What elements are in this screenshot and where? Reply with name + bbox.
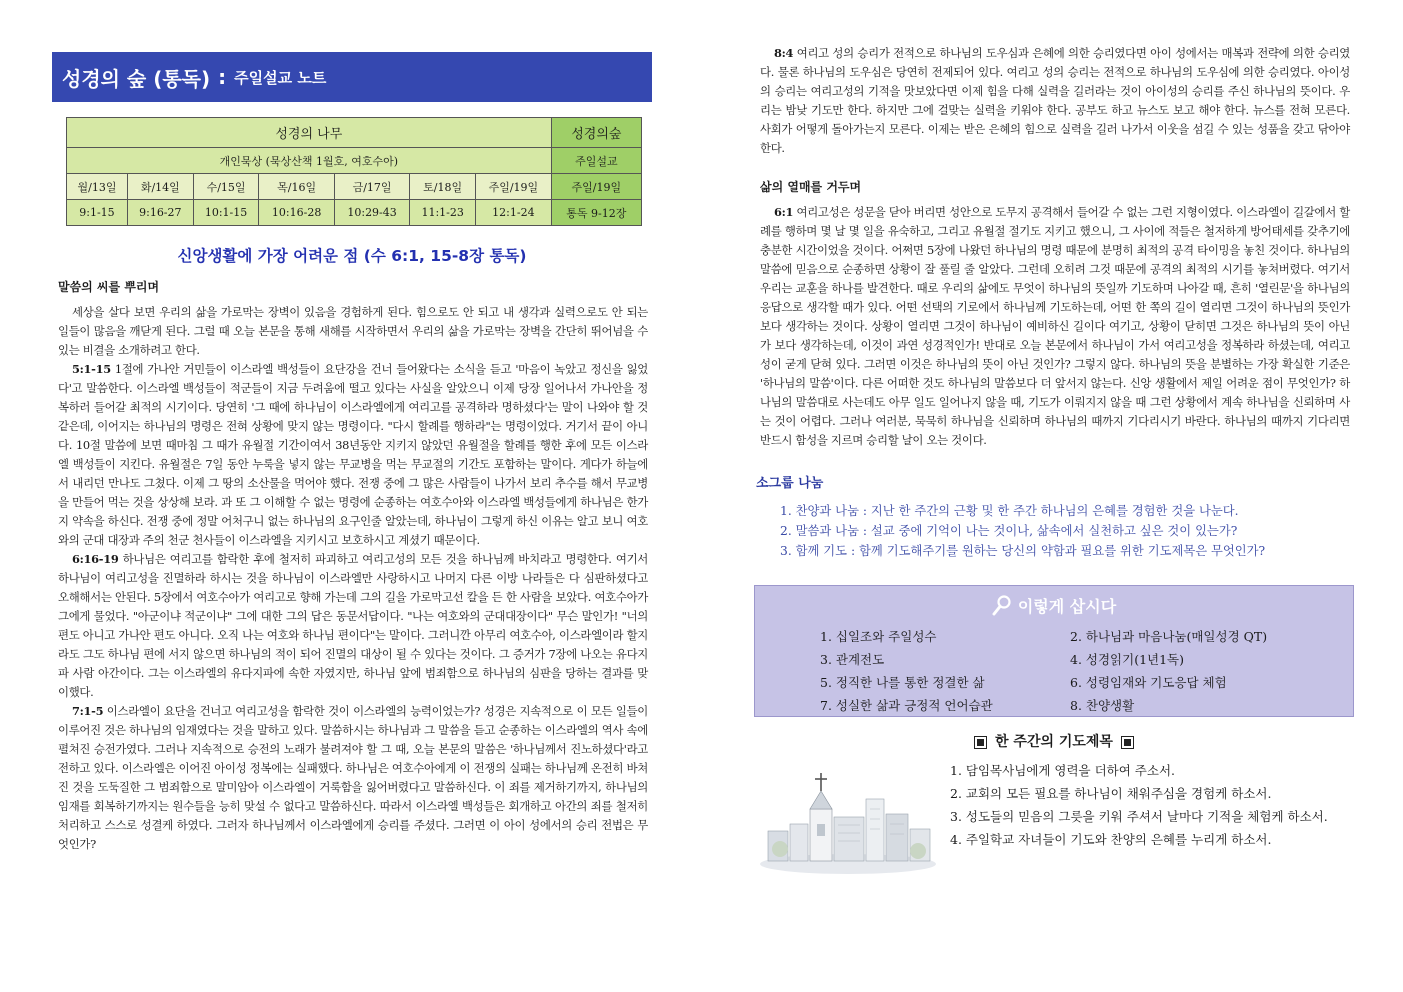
- list-item: 4. 성경읽기(1년1독): [1070, 652, 1185, 667]
- table-ref-cell: 10:29-43: [334, 200, 409, 226]
- sermon-title: 신앙생활에 가장 어려운 점 (수 6:1, 15-8장 통독): [177, 247, 527, 265]
- section-heading-seed: 말씀의 씨를 뿌리며: [58, 280, 160, 294]
- table-ref-cell: 통독 9-12장: [551, 200, 641, 226]
- table-header-forest: 성경의숲: [551, 118, 641, 148]
- title-separator: :: [218, 65, 227, 89]
- list-item: 6. 성령임재와 기도응답 체험: [1070, 675, 1227, 690]
- scripture-ref: 6:1: [774, 205, 794, 219]
- list-item: 3. 관계전도: [820, 652, 885, 667]
- paragraph: [58, 303, 648, 360]
- paragraph-text: 세상을 살다 보면 우리의 삶을 가로막는 장벽이 있음을 경험하게 된다. 힘으로도 안 되고 내 생각과 실력으로도 안 되는 일들이 많음을 깨닫게 된다. 그럴 때 오늘 본문을 통해 새해를 시작하면서 우리의 삶을 가로막는 장벽을 간단히 뛰어넘을 수 있는 비결을 소개하려고 한다.: [58, 305, 648, 357]
- list-item: 8. 찬양생활: [1070, 698, 1135, 713]
- live-guidelines-box: [754, 585, 1354, 717]
- scripture-ref: 8:4: [774, 46, 794, 60]
- list-item: 2. 말씀과 나눔 : 설교 중에 기억이 나는 것이나, 삶속에서 실천하고 싶은 것이 있는가?: [780, 524, 1238, 538]
- section-heading-fruit: 삶의 열매를 거두며: [760, 180, 862, 194]
- right-column: [754, 44, 1354, 879]
- table-header-tree: 성경의 나무: [67, 118, 552, 148]
- table-day-cell: 목/16일: [259, 174, 334, 200]
- prayer-heading: [754, 731, 1354, 751]
- list-item: 4. 주일학교 자녀들이 기도와 찬양의 은혜를 누리게 하소서.: [950, 832, 1272, 847]
- left-column: [52, 52, 652, 854]
- list-item: 1. 십일조와 주일성수: [820, 629, 937, 644]
- table-ref-cell: 10:16-28: [259, 200, 334, 226]
- table-header-meditation: 개인묵상 (묵상산책 1월호, 여호수아): [67, 148, 552, 174]
- paragraph-text: 하나님은 여리고를 함락한 후에 철저히 파괴하고 여리고성의 모든 것을 하나님께 바치라고 명령한다. 여기서 하나님이 여리고성을 진멸하라 하시는 것을 하나님이 이스라엘만 사랑하시고 나머지 다른 이방 나라들은 다 심판하셨다고 오해해서는 안된다. 5장에서 여호수아가 여리고로 향해 가는데 그의 길을 가로막고선 칼을 든 한 사람을 보았다. 여호수아가 그에게 물었다. "아군이냐 적군이냐" 그에 대한 그의 답은 동문서답이다. "나는 여호와의 군대대장이다" 무슨 말인가! "너의 편도 아니고 가나안 편도 아니다. 오직 나는 여호와 하나님 편이다"는 말이다. 그러니깐 아무리 여호수아, 이스라엘이라 할지라도 그도 하나님 편에 서지 않으면 하나님의 적이 되어 진멸의 대상이 될 수 있다는 것이다. 그 증거가 7장에 나오는 유다지파 사람 아간이다. 그는 이스라엘의 유다지파에 속한 자였지만, 하나님 앞에 범죄함으로 하나님의 심판을 당하는 결과를 맞이했다.: [58, 552, 648, 699]
- paragraph: [760, 44, 1350, 158]
- magnifier-icon: [992, 595, 1012, 621]
- paragraph: [58, 702, 648, 854]
- list-item: 2. 교회의 모든 필요를 하나님이 채워주심을 경험케 하소서.: [950, 786, 1272, 801]
- paragraph: [58, 360, 648, 550]
- prayer-heading-text: 한 주간의 기도제목: [995, 734, 1113, 750]
- table-day-cell: 수/15일: [193, 174, 259, 200]
- small-group-list: [780, 501, 1354, 561]
- title-bar: [52, 52, 652, 102]
- table-ref-cell: 10:1-15: [193, 200, 259, 226]
- church-city-illustration: [758, 769, 938, 874]
- list-item: 2. 하나님과 마음나눔(매일성경 QT): [1070, 629, 1268, 644]
- paragraph-text: 이스라엘이 요단을 건너고 여리고성을 함락한 것이 이스라엘의 능력이었는가? 성경은 지속적으로 이 모든 일들이 이루어진 것은 하나님의 임재였다는 것을 말하고 있다. 말씀하시는 하나님과 그 말씀을 듣고 순종하는 이스라엘의 역사 속에 펼쳐진 승전가였다. 그러나 지속적으로 승전의 노래가 불려져야 할 그 때, 오늘 본문의 말씀은 '하나님께서 진노하셨다'라고 전하고 있다. 이스라엘은 이어진 아이성 정복에는 실패했다. 하나님은 여호수아에게 이 전쟁의 실패는 하나님께 온전히 바쳐진 것을 도둑질한 그 범죄함으로 말미암아 이스라엘이 거룩함을 잃어버렸다고 말씀하신다. 이 죄를 제거하기까지, 하나님의 임재를 회복하기까지는 원수들을 능히 맞설 수 없다고 말씀하신다. 따라서 이스라엘 백성들은 회개하고 아간의 죄를 철저히 처리하고 스스로 성결케 하였다. 그러자 하나님께서 이스라엘에게 승리를 주셨다. 그러면 이 아이 성에서의 승리 전법은 무엇인가?: [58, 704, 648, 851]
- sermon-body-right: [760, 44, 1350, 158]
- table-ref-cell: 9:1-15: [67, 200, 128, 226]
- bullet-box-icon: [1121, 736, 1134, 749]
- table-header-sermon: 주일설교: [551, 148, 641, 174]
- small-group-heading: 소그룹 나눔: [756, 476, 824, 491]
- live-box-items: [820, 626, 1300, 716]
- table-day-cell: 주일/19일: [551, 174, 641, 200]
- list-item: 5. 정직한 나를 통한 정결한 삶: [820, 675, 985, 690]
- table-day-cell: 월/13일: [67, 174, 128, 200]
- scripture-ref: 6:16-19: [72, 552, 119, 566]
- scripture-ref: 5:1-15: [72, 362, 111, 376]
- table-day-cell: 화/14일: [127, 174, 193, 200]
- table-day-cell: 토/18일: [410, 174, 476, 200]
- list-item: 1. 담임목사님에게 영력을 더하여 주소서.: [950, 763, 1175, 778]
- scripture-ref: 7:1-5: [72, 704, 104, 718]
- sermon-body-left: [58, 303, 648, 854]
- paragraph: [58, 550, 648, 702]
- table-ref-cell: 9:16-27: [127, 200, 193, 226]
- reading-plan-table: [66, 117, 642, 226]
- paragraph-text: 여리고성은 성문을 닫아 버리면 성안으로 도무지 공격해서 들어갈 수 없는 그런 지형이였다. 이스라엘이 길갈에서 할례를 행하며 몇 날 몇 일을 유숙하고, 그리고 유월절 절기도 지키고 했으니, 그 사이에 적들은 철저하게 방어태세를 갖추기에 충분한 시간이었을 것이다. 어쩌면 5장에 나왔던 하나님의 명령 때문에 분명히 최적의 공격 타이밍을 놓친 것이다. 하나님의 말씀에 믿음으로 순종하면 상황이 잘 풀릴 줄 알았다. 그런데 오히려 그것 때문에 공격의 최적의 시기를 놓쳐버렸다. 여기서 우리는 교훈을 하나를 발견한다. 때로 우리의 삶에도 무엇이 하나님의 뜻일까 기도하며 나아갈 때, 흔히 '열린문'을 하나님의 응답으로 생각할 때가 있다. 어떤 선택의 기로에서 하나님께 기도하는데, 어떤 한 쪽의 길이 열리면 그것이 하나님의 뜻인가 보다 생각하는 것이다. 상황이 열리면 그것이 하나님이 예비하신 길이다 여기고, 상황이 닫히면 그것은 하나님의 뜻이 아닌가 보다 생각하는데, 이것이 과연 성경적인가! 반대로 오늘 본문에서 하나님이 가서 여리고성을 정복하라 하셨는데, 여리고성이 굳게 닫혀 있다. 그러면 이것은 하나님의 뜻이 아닌 것인가? 그렇지 않다. 하나님의 뜻을 분별하는 가장 확실한 기준은 '하나님의 말씀'이다. 다른 어떠한 것도 하나님의 말씀보다 더 앞서지 않는다. 신앙 생활에서 제일 어려운 점이 무엇인가? 하나님의 말씀대로 사는데도 아무 일도 일어나지 않을 때, 기도가 이뤄지지 않을 때 그런 상황에서 계속 하나님을 신뢰하며 사는 것이 어렵다. 그러나 여러분, 묵묵히 하나님을 신뢰하며 하나님의 때까지 기다리시기 바란다. 하나님의 때까지 기다리면 반드시 함성을 지르며 승리할 날이 오는 것이다.: [760, 205, 1350, 447]
- list-item: 3. 함께 기도 : 함께 기도해주기를 원하는 당신의 약함과 필요를 위한 기도제목은 무엇인가?: [780, 544, 1266, 558]
- table-ref-cell: 12:1-24: [476, 200, 552, 226]
- paragraph: [760, 203, 1350, 450]
- list-item: 7. 성실한 삶과 긍정적 언어습관: [820, 698, 993, 713]
- list-item: 1. 찬양과 나눔 : 지난 한 주간의 근황 및 한 주간 하나님의 은혜를 경험한 것을 나눈다.: [780, 504, 1239, 518]
- sermon-body-fruit: [760, 203, 1350, 450]
- table-ref-cell: 11:1-23: [410, 200, 476, 226]
- table-day-cell: 금/17일: [334, 174, 409, 200]
- list-item: 3. 성도들의 믿음의 그릇을 키워 주셔서 날마다 기적을 체험케 하소서.: [950, 809, 1328, 824]
- paragraph-text: 1절에 가나안 거민들이 이스라엘 백성들이 요단강을 건너 들어왔다는 소식을 듣고 '마음이 녹았고 정신을 잃었다'고 말씀한다. 이스라엘 백성들이 적군들이 지금 두려움에 떨고 있다는 사실을 알았으니 이제 당장 일어나서 가나안을 정복하러 들어갈 최적의 시기이다. 당연히 '그 때에 하나님이 이스라엘에게 여리고를 공격하라 명하셨다'는 말이 나와야 할 것 같은데, 이어지는 하나님의 명령은 전혀 상황에 맞지 않는 명령이다. "다시 할례를 행하라"는 명령이었다. 거기서 끝이 아니다. 10절 말씀에 보면 때마침 그 때가 유월절 기간이여서 38년동안 지키지 않았던 유월절을 할례를 행한 후에 모든 이스라엘 백성들이 지킨다. 유월절은 7일 동안 누룩을 넣지 않는 무교병을 먹는 무교절의 기간도 포함하는 말이다. 게다가 하늘에서 내리던 만나도 그쳤다. 이제 그 땅의 소산물을 먹어야 했다. 전쟁 중에 그 많은 사람들이 나가서 보리 추수를 해서 무교병을 만들어 먹는 것을 상상해 보라. 과 또 그 이해할 수 없는 명령에 순종하는 여호수아와 이스라엘 백성들에게 하나님은 한가지 약속을 하신다. 전쟁 중에 정말 어처구니 없는 하나님의 요구인줄 알았는데, 하나님이 그렇게 하신 이유는 알고 보니 여호와의 군대 대장과 주의 천군 천사들이 이스라엘을 지키시고 보호하시고 계셨기 때문이다.: [58, 362, 648, 547]
- prayer-list: [950, 759, 1328, 851]
- live-box-title: [755, 586, 1353, 621]
- prayer-area: [754, 759, 1354, 879]
- page-title: 성경의 숲 (통독): [62, 66, 211, 91]
- live-box-title-text: 이렇게 삽시다: [1017, 597, 1117, 616]
- bullet-box-icon: [974, 736, 987, 749]
- paragraph-text: 여리고 성의 승리가 전적으로 하나님의 도우심과 은혜에 의한 승리였다면 아이 성에서는 매복과 전략에 의한 승리였다. 물론 하나님의 도우심은 당연히 전제되어 있다. 여리고 성의 승리는 전적으로 하나님의 도우심에 의한 승리였다. 아이성의 승리는 여리고성의 기적을 맛보았다면 이제 힘을 다해 실력을 길러라는 것이 아이성의 승리를 주신 하나님의 뜻이다. 우리는 밤낮 기도만 한다. 하지만 그에 걸맞는 실력을 키워야 한다. 공부도 하고 뉴스도 보고 해야 한다. 뉴스를 전혀 모른다. 사회가 어떻게 돌아가는지 모른다. 이제는 받은 은혜의 힘으로 실력을 길러 나가서 이웃을 섬길 수 있는 성품을 갖고 닦아야 한다.: [760, 46, 1350, 155]
- page-subtitle: 주일설교 노트: [234, 68, 327, 87]
- table-day-cell: 주일/19일: [476, 174, 552, 200]
